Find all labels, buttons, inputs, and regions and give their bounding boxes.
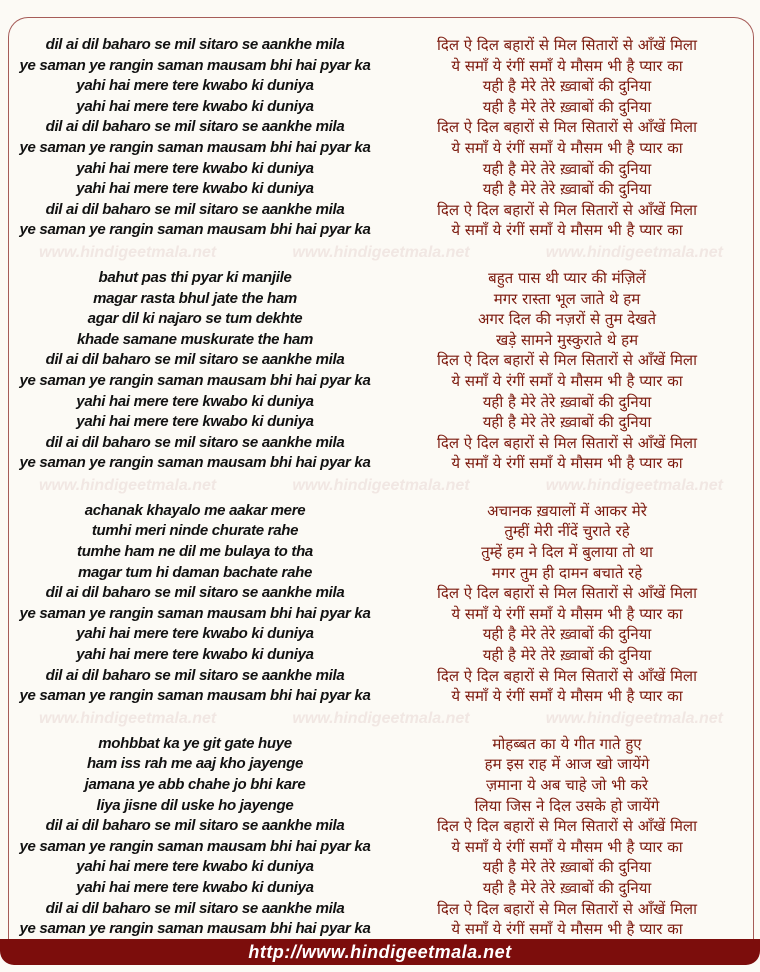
lyric-line-hindi: अगर दिल की नज़रों से तुम देखते [478,310,656,329]
stanza-english-column [9,734,381,939]
lyric-line-english: dil ai dil baharo se mil sitaro se aankhe mila [45,200,345,218]
lyric-line-english: ye saman ye rangin saman mausam bhi hai pyar ka [19,604,371,622]
lyric-line-hindi: ज़माना ये अब चाहे जो भी करे [485,776,648,794]
stanzas-container [9,35,753,939]
lyric-line-english: ye saman ye rangin saman mausam bhi hai pyar ka [19,837,371,855]
lyric-line-english: yahi hai mere tere kwabo ki duniya [76,77,314,95]
lyric-line-hindi: यही है मेरे तेरे ख़्वाबों की दुनिया [482,159,652,178]
lyric-line-hindi: खड़े सामने मुस्कुराते थे हम [495,330,639,349]
stanza-hindi-column [381,501,753,707]
lyric-line-hindi: दिल ऐ दिल बहारों से मिल सितारों से आँखें मिला [437,817,697,836]
lyric-line-hindi: यही है मेरे तेरे ख़्वाबों की दुनिया [482,646,652,665]
lyric-line-english: ye saman ye rangin saman mausam bhi hai pyar ka [19,221,371,239]
lyric-line-hindi: यही है मेरे तेरे ख़्वाबों की दुनिया [482,413,652,432]
lyric-line-english: yahi hai mere tere kwabo ki duniya [76,97,314,115]
footer-link[interactable]: http://www.hindigeetmala.net [248,941,512,962]
stanza [9,268,753,474]
lyrics-frame [8,17,754,939]
lyric-line-english: achanak khayalo me aakar mere [84,501,306,519]
watermark-text: www.hindigeetmala.net [292,476,470,494]
lyric-line-hindi: दिल ऐ दिल बहारों से मिल सितारों से आँखें मिला [437,36,697,54]
lyric-line-hindi: दिल ऐ दिल बहारों से मिल सितारों से आँखें मिला [437,351,697,370]
lyric-line-english: dil ai dil baharo se mil sitaro se aankhe mila [45,666,345,684]
watermark-row [9,244,753,265]
stanza [9,35,753,241]
lyric-line-english: yahi hai mere tere kwabo ki duniya [76,159,314,177]
lyric-line-english: agar dil ki najaro se tum dekhte [87,310,303,328]
lyric-line-hindi: ये समाँ ये रंगीं समाँ ये मौसम भी है प्यार का [451,371,683,390]
lyric-line-hindi: यही है मेरे तेरे ख़्वाबों की दुनिया [482,392,652,411]
watermark-text: www.hindigeetmala.net [39,476,217,494]
lyric-line-hindi: तुम्हीं मेरी नींदें चुराते रहे [504,522,630,541]
lyric-line-english: ham iss rah me aaj kho jayenge [86,755,304,773]
lyric-line-hindi: दिल ऐ दिल बहारों से मिल सितारों से आँखें मिला [437,584,697,603]
lyric-line-hindi: ये समाँ ये रंगीं समाँ ये मौसम भी है प्यार का [451,604,683,623]
stanza [9,734,753,939]
lyric-line-english: liya jisne dil uske ho jayenge [96,796,294,814]
lyric-line-hindi: मोहब्बत का ये गीत गाते हुए [492,734,642,753]
watermark-text: www.hindigeetmala.net [292,243,470,261]
lyric-line-english: yahi hai mere tere kwabo ki duniya [76,878,314,896]
lyric-line-hindi: ये समाँ ये रंगीं समाँ ये मौसम भी है प्यार का [451,837,683,856]
lyric-line-english: tumhe ham ne dil me bulaya to tha [77,543,313,561]
watermark-row [9,710,753,731]
lyric-line-hindi: दिल ऐ दिल बहारों से मिल सितारों से आँखें मिला [437,899,697,918]
lyric-line-hindi: ये समाँ ये रंगीं समाँ ये मौसम भी है प्यार का [451,56,683,75]
lyric-line-hindi: दिल ऐ दिल बहारों से मिल सितारों से आँखें मिला [437,433,697,452]
lyric-line-hindi: मगर रास्ता भूल जाते थे हम [493,289,641,308]
stanza-hindi-column [381,734,753,939]
lyric-line-english: yahi hai mere tere kwabo ki duniya [76,180,314,198]
lyric-line-english: bahut pas thi pyar ki manjile [98,268,292,286]
lyric-line-english: khade samane muskurate the ham [76,330,314,348]
lyric-line-english: ye saman ye rangin saman mausam bhi hai pyar ka [19,56,371,74]
lyric-line-english: magar tum hi daman bachate rahe [77,563,313,581]
watermark-text: www.hindigeetmala.net [545,709,723,727]
watermark-text: www.hindigeetmala.net [545,243,723,261]
lyric-line-hindi: यही है मेरे तेरे ख़्वाबों की दुनिया [482,97,652,116]
lyric-line-english: yahi hai mere tere kwabo ki duniya [76,625,314,643]
watermark-text: www.hindigeetmala.net [545,476,723,494]
lyric-line-hindi: ये समाँ ये रंगीं समाँ ये मौसम भी है प्यार का [451,687,683,706]
lyric-line-english: yahi hai mere tere kwabo ki duniya [76,858,314,876]
lyric-line-english: dil ai dil baharo se mil sitaro se aankhe mila [45,36,345,53]
lyric-line-english: yahi hai mere tere kwabo ki duniya [76,392,314,410]
lyric-line-english: dil ai dil baharo se mil sitaro se aankhe mila [45,584,345,602]
footer-bar [0,939,760,965]
lyric-line-english: mohbbat ka ye git gate huye [98,734,292,752]
lyric-line-hindi: दिल ऐ दिल बहारों से मिल सितारों से आँखें मिला [437,118,697,137]
lyric-line-english: dil ai dil baharo se mil sitaro se aankhe mila [45,118,345,136]
stanza-english-column [9,268,381,474]
lyric-line-hindi: यही है मेरे तेरे ख़्वाबों की दुनिया [482,858,652,877]
lyric-line-english: dil ai dil baharo se mil sitaro se aankhe mila [45,433,345,451]
stanza-hindi-column [381,268,753,474]
lyric-line-english: tumhi meri ninde churate rahe [91,522,299,540]
watermark-row [9,477,753,498]
stanza-english-column [9,35,381,241]
lyric-line-hindi: यही है मेरे तेरे ख़्वाबों की दुनिया [482,77,652,96]
lyric-line-english: dil ai dil baharo se mil sitaro se aankhe mila [45,351,345,369]
lyric-line-hindi: दिल ऐ दिल बहारों से मिल सितारों से आँखें मिला [437,666,697,685]
lyric-line-english: ye saman ye rangin saman mausam bhi hai pyar ka [19,454,371,472]
stanza [9,501,753,707]
lyric-line-hindi: हम इस राह में आज खो जायेंगे [484,755,650,774]
lyric-line-hindi: दिल ऐ दिल बहारों से मिल सितारों से आँखें मिला [437,200,697,219]
lyric-line-hindi: ये समाँ ये रंगीं समाँ ये मौसम भी है प्यार का [451,221,683,240]
lyric-line-english: dil ai dil baharo se mil sitaro se aankhe mila [45,817,345,835]
watermark-text: www.hindigeetmala.net [39,709,217,727]
watermark-text: www.hindigeetmala.net [292,709,470,727]
lyric-line-english: yahi hai mere tere kwabo ki duniya [76,413,314,431]
lyric-line-english: yahi hai mere tere kwabo ki duniya [76,646,314,664]
lyric-line-hindi: यही है मेरे तेरे ख़्वाबों की दुनिया [482,878,652,897]
lyric-line-hindi: बहुत पास थी प्यार की मंज़िलें [488,268,646,287]
lyric-line-english: ye saman ye rangin saman mausam bhi hai pyar ka [19,920,371,938]
lyric-line-hindi: मगर तुम ही दामन बचाते रहे [491,563,643,582]
lyric-line-english: magar rasta bhul jate the ham [93,289,297,307]
lyric-line-hindi: ये समाँ ये रंगीं समाँ ये मौसम भी है प्यार का [451,454,683,473]
lyric-line-english: ye saman ye rangin saman mausam bhi hai pyar ka [19,371,371,389]
lyric-line-hindi: ये समाँ ये रंगीं समाँ ये मौसम भी है प्यार का [451,920,683,939]
stanza-english-column [9,501,381,707]
lyric-line-english: jamana ye abb chahe jo bhi kare [84,776,306,793]
lyric-line-english: ye saman ye rangin saman mausam bhi hai pyar ka [19,138,371,156]
lyric-line-hindi: यही है मेरे तेरे ख़्वाबों की दुनिया [482,180,652,199]
stanza-hindi-column [381,35,753,241]
watermark-text: www.hindigeetmala.net [39,243,217,261]
lyric-line-hindi: लिया जिस ने दिल उसके हो जायेंगे [474,796,660,815]
lyric-line-hindi: तुम्हें हम ने दिल में बुलाया तो था [481,543,653,562]
lyric-line-english: dil ai dil baharo se mil sitaro se aankhe mila [45,899,345,917]
lyric-line-hindi: ये समाँ ये रंगीं समाँ ये मौसम भी है प्यार का [451,138,683,157]
lyric-line-english: ye saman ye rangin saman mausam bhi hai pyar ka [19,687,371,705]
lyric-line-hindi: अचानक ख़यालों में आकर मेरे [487,501,647,520]
lyric-line-hindi: यही है मेरे तेरे ख़्वाबों की दुनिया [482,625,652,644]
